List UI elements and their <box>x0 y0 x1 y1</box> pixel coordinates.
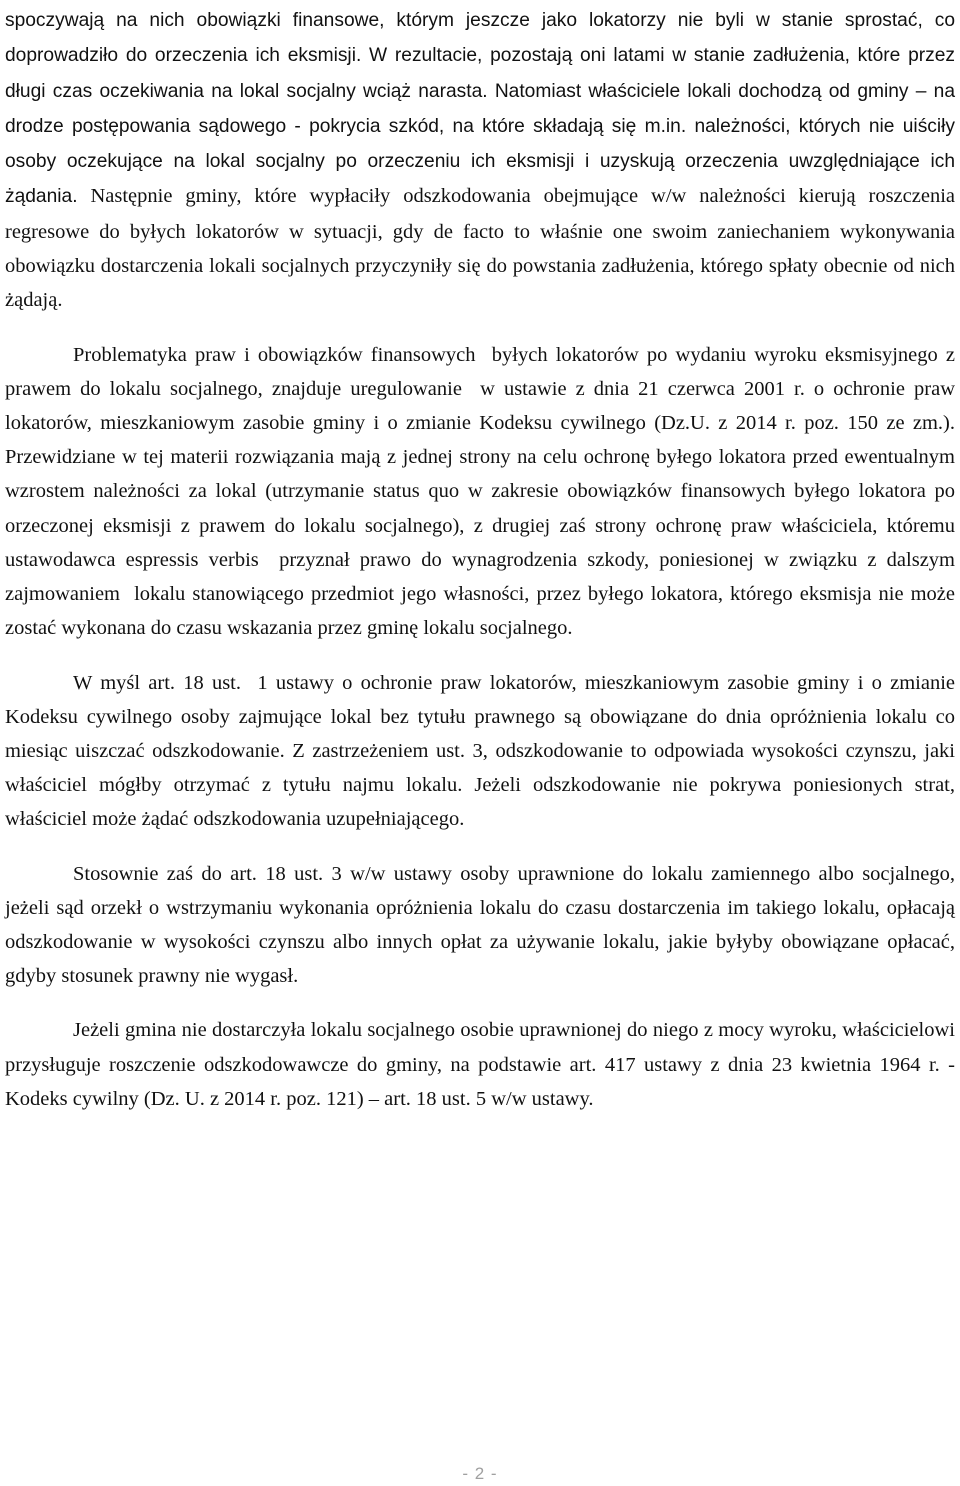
paragraph-1-sentence-1: spoczywają na nich obowiązki finansowe, którym jeszcze jako lokatorzy nie byli w stanie sprostać, co doprowadziło do orzeczenia ich eksmisji. W rezultacie, pozostają oni latami w stanie zadłużenia, które przez długi czas oczekiwania na lokal socjalny wciąż narasta. <box>5 10 960 102</box>
paragraph-1-sentence-2: Natomiast właściciele lokali dochodzą od gminy – na drodze postępowania sądowego - pokrycia szkód, na które składają się m.in. należności, których nie uiściły osoby oczekujące na lokal socjalny po orzeczeniu ich eksmisji i uzyskują orzeczenia uwzględniające ich żądania. <box>5 80 960 208</box>
document-page <box>5 0 960 1116</box>
paragraph-1-sentence-3: Następnie gminy, które wypłaciły odszkodowania obejmujące w/w należności kierują roszczenia regresowe do byłych lokatorów w sytuacji, gdy de facto to właśnie one swoim zaniechaniem wykonywania obowiązku dostarczenia lokali socjalnych przyczyniły się do powstania zadłużenia, którego spłaty obecnie od nich żądają. <box>5 185 960 312</box>
paragraph-4: Stosownie zaś do art. 18 ust. 3 w/w ustawy osoby uprawnione do lokalu zamiennego albo socjalnego, jeżeli sąd orzekł o wstrzymaniu wykonania opróżnienia lokalu do czasu dostarczenia im takiego lokalu, opłacają odszkodowanie w wysokości czynszu albo innych opłat za używanie lokalu, jakie byłyby obowiązane opłacać, gdyby stosunek prawny nie wygasł. <box>5 862 960 988</box>
page-number: - 2 - <box>462 1464 498 1483</box>
paragraph-5: Jeżeli gmina nie dostarczyła lokalu socjalnego osobie uprawnionej do niego z mocy wyroku, właścicielowi przysługuje roszczenie odszkodowawcze do gminy, na podstawie art. 417 ustawy z dnia 23 kwietnia 1964 r. - Kodeks cywilny (Dz. U. z 2014 r. poz. 121) – art. 18 ust. 5 w/w ustawy. <box>5 1019 960 1110</box>
paragraph-3: W myśl art. 18 ust. 1 ustawy o ochronie praw lokatorów, mieszkaniowym zasobie gminy i o zmianie Kodeksu cywilnego osoby zajmujące lokal bez tytułu prawnego są obowiązane do dnia opróżnienia lokalu co miesiąc uiszczać odszkodowanie. Z zastrzeżeniem ust. 3, odszkodowanie to odpowiada wysokości czynszu, jaki właściciel mógłby otrzymać z tytułu najmu lokalu. Jeżeli odszkodowanie nie pokrywa poniesionych strat, właściciel może żądać odszkodowania uzupełniającego. <box>5 671 960 831</box>
paragraph-gap <box>5 993 955 1013</box>
paragraph-gap <box>5 318 955 338</box>
paragraph-2: Problematyka praw i obowiązków finansowych byłych lokatorów po wydaniu wyroku eksmisyjnego z prawem do lokalu socjalnego, znajduje uregulowanie w ustawie z dnia 21 czerwca 2001 r. o ochronie praw lokatorów, mieszkaniowym zasobie gminy i o zmianie Kodeksu cywilnego (Dz.U. z 2014 r. poz. 150 ze zm.). Przewidziane w tej materii rozwiązania mają z jednej strony na celu ochronę byłego lokatora przed ewentualnym wzrostem należności za lokal (utrzymanie status quo w zakresie obowiązków finansowych byłego lokatora po orzeczonej eksmisji z prawem do lokalu socjalnego), z drugiej zaś strony ochronę praw właściciela, któremu ustawodawca espressis verbis przyznał prawo do wynagrodzenia szkody, poniesionej w związku z dalszym zajmowaniem lokalu stanowiącego przedmiot jego własności, przez byłego lokatora, którego eksmisja nie może zostać wykonana do czasu wskazania przez gminę lokalu socjalnego. <box>5 343 960 640</box>
paragraph-1 <box>5 0 960 318</box>
paragraph-gap <box>5 646 955 666</box>
paragraph-gap <box>5 837 955 857</box>
